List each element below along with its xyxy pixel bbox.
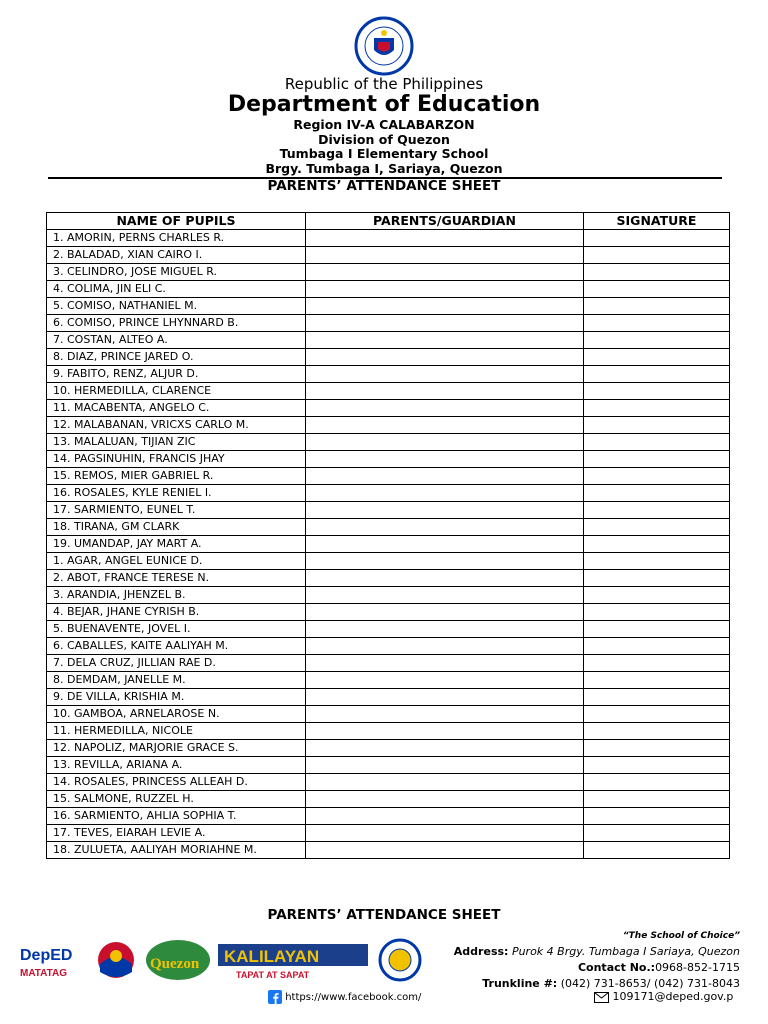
svg-text:Quezon: Quezon bbox=[150, 956, 200, 972]
attendance-table bbox=[46, 212, 730, 859]
guardian-cell[interactable] bbox=[306, 349, 584, 366]
signature-cell[interactable] bbox=[584, 332, 730, 349]
table-row bbox=[47, 519, 730, 536]
table-row bbox=[47, 468, 730, 485]
guardian-cell[interactable] bbox=[306, 791, 584, 808]
guardian-cell[interactable] bbox=[306, 451, 584, 468]
school-tagline: “The School of Choice” bbox=[622, 931, 740, 941]
table-row bbox=[47, 706, 730, 723]
table-row bbox=[47, 502, 730, 519]
table-row bbox=[47, 621, 730, 638]
signature-cell[interactable] bbox=[584, 298, 730, 315]
pupil-name-cell: 11. HERMEDILLA, NICOLE bbox=[47, 723, 306, 740]
table-row bbox=[47, 689, 730, 706]
signature-cell[interactable] bbox=[584, 230, 730, 247]
pupil-name-cell: 12. NAPOLIZ, MARJORIE GRACE S. bbox=[47, 740, 306, 757]
pupil-name-cell: 7. DELA CRUZ, JILLIAN RAE D. bbox=[47, 655, 306, 672]
signature-cell[interactable] bbox=[584, 519, 730, 536]
table-row bbox=[47, 842, 730, 859]
department-heading: Department of Education bbox=[227, 92, 541, 117]
guardian-cell[interactable] bbox=[306, 417, 584, 434]
signature-cell[interactable] bbox=[584, 723, 730, 740]
guardian-cell[interactable] bbox=[306, 519, 584, 536]
pupil-name-cell: 9. FABITO, RENZ, ALJUR D. bbox=[47, 366, 306, 383]
signature-cell[interactable] bbox=[584, 570, 730, 587]
guardian-cell[interactable] bbox=[306, 434, 584, 451]
table-row bbox=[47, 587, 730, 604]
pupil-name-cell: 8. DIAZ, PRINCE JARED O. bbox=[47, 349, 306, 366]
table-row bbox=[47, 247, 730, 264]
guardian-cell[interactable] bbox=[306, 808, 584, 825]
svg-text:KALILAYAN: KALILAYAN bbox=[224, 947, 320, 966]
guardian-cell[interactable] bbox=[306, 587, 584, 604]
contact-label: Contact No.: bbox=[577, 961, 656, 974]
contact-value: 0968-852-1715 bbox=[655, 961, 740, 974]
pupil-name-cell: 6. CABALLES, KAITE AALIYAH M. bbox=[47, 638, 306, 655]
table-row bbox=[47, 774, 730, 791]
table-row bbox=[47, 264, 730, 281]
guardian-cell[interactable] bbox=[306, 621, 584, 638]
signature-cell[interactable] bbox=[584, 451, 730, 468]
school-seal-icon bbox=[380, 940, 420, 980]
table-row bbox=[47, 553, 730, 570]
signature-cell[interactable] bbox=[584, 485, 730, 502]
guardian-cell[interactable] bbox=[306, 655, 584, 672]
signature-cell[interactable] bbox=[584, 689, 730, 706]
signature-cell[interactable] bbox=[584, 434, 730, 451]
pupil-name-cell: 16. SARMIENTO, AHLIA SOPHIA T. bbox=[47, 808, 306, 825]
pupil-name-cell: 11. MACABENTA, ANGELO C. bbox=[47, 400, 306, 417]
signature-cell[interactable] bbox=[584, 757, 730, 774]
guardian-cell[interactable] bbox=[306, 825, 584, 842]
pupil-name-cell: 10. GAMBOA, ARNELAROSE N. bbox=[47, 706, 306, 723]
column-header-signature: SIGNATURE bbox=[584, 213, 730, 230]
signature-cell[interactable] bbox=[584, 383, 730, 400]
pupil-name-cell: 2. ABOT, FRANCE TERESE N. bbox=[47, 570, 306, 587]
table-row bbox=[47, 451, 730, 468]
guardian-cell[interactable] bbox=[306, 502, 584, 519]
pupil-name-cell: 13. MALALUAN, TIJIAN ZIC bbox=[47, 434, 306, 451]
guardian-cell[interactable] bbox=[306, 400, 584, 417]
guardian-cell[interactable] bbox=[306, 689, 584, 706]
division-heading: Division of Quezon bbox=[318, 132, 450, 147]
table-row bbox=[47, 383, 730, 400]
pupil-name-cell: 5. COMISO, NATHANIEL M. bbox=[47, 298, 306, 315]
table-header-row bbox=[47, 213, 730, 230]
pupil-name-cell: 4. COLIMA, JIN ELI C. bbox=[47, 281, 306, 298]
signature-cell[interactable] bbox=[584, 621, 730, 638]
pupil-name-cell: 6. COMISO, PRINCE LHYNNARD B. bbox=[47, 315, 306, 332]
sheet-title: PARENTS’ ATTENDANCE SHEET bbox=[267, 178, 501, 194]
signature-cell[interactable] bbox=[584, 825, 730, 842]
facebook-link-row[interactable] bbox=[268, 990, 421, 1004]
signature-cell[interactable] bbox=[584, 774, 730, 791]
table-row bbox=[47, 655, 730, 672]
table-row bbox=[47, 366, 730, 383]
footer-logos bbox=[18, 938, 438, 984]
signature-cell[interactable] bbox=[584, 247, 730, 264]
guardian-cell[interactable] bbox=[306, 638, 584, 655]
svg-text:MATATAG: MATATAG bbox=[20, 968, 68, 979]
guardian-cell[interactable] bbox=[306, 332, 584, 349]
table-row bbox=[47, 808, 730, 825]
table-row bbox=[47, 825, 730, 842]
pupil-name-cell: 13. REVILLA, ARIANA A. bbox=[47, 757, 306, 774]
facebook-url[interactable]: https://www.facebook.com/ bbox=[285, 992, 422, 1003]
guardian-cell[interactable] bbox=[306, 485, 584, 502]
pupil-name-cell: 4. BEJAR, JHANE CYRISH B. bbox=[47, 604, 306, 621]
pupil-name-cell: 10. HERMEDILLA, CLARENCE bbox=[47, 383, 306, 400]
table-row bbox=[47, 791, 730, 808]
table-row bbox=[47, 230, 730, 247]
sheet-title-repeat: PARENTS’ ATTENDANCE SHEET bbox=[267, 907, 501, 923]
column-header-pupils: NAME OF PUPILS bbox=[47, 213, 306, 230]
table-row bbox=[47, 536, 730, 553]
guardian-cell[interactable] bbox=[306, 315, 584, 332]
pupil-name-cell: 17. SARMIENTO, EUNEL T. bbox=[47, 502, 306, 519]
table-row bbox=[47, 315, 730, 332]
signature-cell[interactable] bbox=[584, 553, 730, 570]
pupil-name-cell: 18. TIRANA, GM CLARK bbox=[47, 519, 306, 536]
school-heading: Tumbaga I Elementary School bbox=[279, 146, 489, 161]
signature-cell[interactable] bbox=[584, 281, 730, 298]
pupil-name-cell: 1. AGAR, ANGEL EUNICE D. bbox=[47, 553, 306, 570]
address-label: Address: bbox=[453, 945, 509, 958]
table-row bbox=[47, 485, 730, 502]
table-row bbox=[47, 757, 730, 774]
region-heading: Region IV-A CALABARZON bbox=[293, 117, 475, 132]
signature-cell[interactable] bbox=[584, 536, 730, 553]
deped-seal-icon bbox=[344, 16, 424, 76]
school-contact-block bbox=[454, 928, 740, 992]
guardian-cell[interactable] bbox=[306, 706, 584, 723]
signature-cell[interactable] bbox=[584, 604, 730, 621]
pupil-name-cell: 1. AMORIN, PERNS CHARLES R. bbox=[47, 230, 306, 247]
signature-cell[interactable] bbox=[584, 587, 730, 604]
signature-cell[interactable] bbox=[584, 672, 730, 689]
guardian-cell[interactable] bbox=[306, 723, 584, 740]
signature-cell[interactable] bbox=[584, 468, 730, 485]
signature-cell[interactable] bbox=[584, 366, 730, 383]
table-row bbox=[47, 417, 730, 434]
pupil-name-cell: 9. DE VILLA, KRISHIA M. bbox=[47, 689, 306, 706]
pupil-name-cell: 8. DEMDAM, JANELLE M. bbox=[47, 672, 306, 689]
pupil-name-cell: 2. BALADAD, XIAN CAIRO I. bbox=[47, 247, 306, 264]
facebook-icon bbox=[268, 990, 282, 1004]
guardian-cell[interactable] bbox=[306, 672, 584, 689]
signature-cell[interactable] bbox=[584, 400, 730, 417]
signature-cell[interactable] bbox=[584, 417, 730, 434]
deped-logo-icon bbox=[20, 947, 72, 979]
pupil-name-cell: 3. ARANDIA, JHENZEL B. bbox=[47, 587, 306, 604]
guardian-cell[interactable] bbox=[306, 740, 584, 757]
column-header-guardian: PARENTS/GUARDIAN bbox=[306, 213, 584, 230]
guardian-cell[interactable] bbox=[306, 536, 584, 553]
signature-cell[interactable] bbox=[584, 315, 730, 332]
pupil-name-cell: 16. ROSALES, KYLE RENIEL I. bbox=[47, 485, 306, 502]
signature-cell[interactable] bbox=[584, 706, 730, 723]
table-row bbox=[47, 604, 730, 621]
signature-cell[interactable] bbox=[584, 842, 730, 859]
guardian-cell[interactable] bbox=[306, 383, 584, 400]
guardian-cell[interactable] bbox=[306, 757, 584, 774]
bagong-pilipinas-logo-icon bbox=[98, 942, 134, 978]
table-row bbox=[47, 281, 730, 298]
guardian-cell[interactable] bbox=[306, 774, 584, 791]
signature-cell[interactable] bbox=[584, 264, 730, 281]
svg-text:DepED: DepED bbox=[20, 947, 73, 964]
table-row bbox=[47, 740, 730, 757]
table-row bbox=[47, 672, 730, 689]
pupil-name-cell: 5. BUENAVENTE, JOVEL I. bbox=[47, 621, 306, 638]
pupil-name-cell: 14. PAGSINUHIN, FRANCIS JHAY bbox=[47, 451, 306, 468]
signature-cell[interactable] bbox=[584, 638, 730, 655]
pupil-name-cell: 12. MALABANAN, VRICXS CARLO M. bbox=[47, 417, 306, 434]
guardian-cell[interactable] bbox=[306, 842, 584, 859]
signature-cell[interactable] bbox=[584, 791, 730, 808]
pupil-name-cell: 7. COSTAN, ALTEO A. bbox=[47, 332, 306, 349]
kalilayan-logo-icon bbox=[218, 944, 368, 980]
deped-quezon-logo-icon bbox=[146, 940, 210, 980]
table-row bbox=[47, 570, 730, 587]
pupil-name-cell: 14. ROSALES, PRINCESS ALLEAH D. bbox=[47, 774, 306, 791]
republic-heading: Republic of the Philippines bbox=[284, 75, 484, 93]
guardian-cell[interactable] bbox=[306, 570, 584, 587]
envelope-icon bbox=[594, 992, 609, 1003]
guardian-cell[interactable] bbox=[306, 281, 584, 298]
guardian-cell[interactable] bbox=[306, 604, 584, 621]
guardian-cell[interactable] bbox=[306, 366, 584, 383]
guardian-cell[interactable] bbox=[306, 468, 584, 485]
pupil-name-cell: 18. ZULUETA, AALIYAH MORIAHNE M. bbox=[47, 842, 306, 859]
trunkline-value: (042) 731-8653/ (042) 731-8043 bbox=[560, 977, 740, 990]
email-address[interactable]: 109171@deped.gov.p bbox=[612, 990, 734, 1003]
school-address-heading: Brgy. Tumbaga I, Sariaya, Quezon bbox=[265, 161, 503, 176]
signature-cell[interactable] bbox=[584, 349, 730, 366]
table-row bbox=[47, 349, 730, 366]
signature-cell[interactable] bbox=[584, 502, 730, 519]
guardian-cell[interactable] bbox=[306, 230, 584, 247]
pupil-name-cell: 17. TEVES, EIARAH LEVIE A. bbox=[47, 825, 306, 842]
signature-cell[interactable] bbox=[584, 740, 730, 757]
guardian-cell[interactable] bbox=[306, 298, 584, 315]
trunkline-label: Trunkline #: bbox=[482, 977, 558, 990]
svg-text:TAPAT AT SAPAT: TAPAT AT SAPAT bbox=[236, 970, 310, 980]
table-row bbox=[47, 434, 730, 451]
pupil-name-cell: 19. UMANDAP, JAY MART A. bbox=[47, 536, 306, 553]
email-row[interactable] bbox=[594, 990, 733, 1003]
signature-cell[interactable] bbox=[584, 655, 730, 672]
pupil-name-cell: 3. CELINDRO, JOSE MIGUEL R. bbox=[47, 264, 306, 281]
pupil-name-cell: 15. SALMONE, RUZZEL H. bbox=[47, 791, 306, 808]
guardian-cell[interactable] bbox=[306, 264, 584, 281]
guardian-cell[interactable] bbox=[306, 553, 584, 570]
signature-cell[interactable] bbox=[584, 808, 730, 825]
guardian-cell[interactable] bbox=[306, 247, 584, 264]
table-row bbox=[47, 638, 730, 655]
address-value: Purok 4 Brgy. Tumbaga I Sariaya, Quezon bbox=[511, 945, 740, 958]
table-row bbox=[47, 332, 730, 349]
table-row bbox=[47, 400, 730, 417]
table-row bbox=[47, 298, 730, 315]
pupil-name-cell: 15. REMOS, MIER GABRIEL R. bbox=[47, 468, 306, 485]
table-row bbox=[47, 723, 730, 740]
